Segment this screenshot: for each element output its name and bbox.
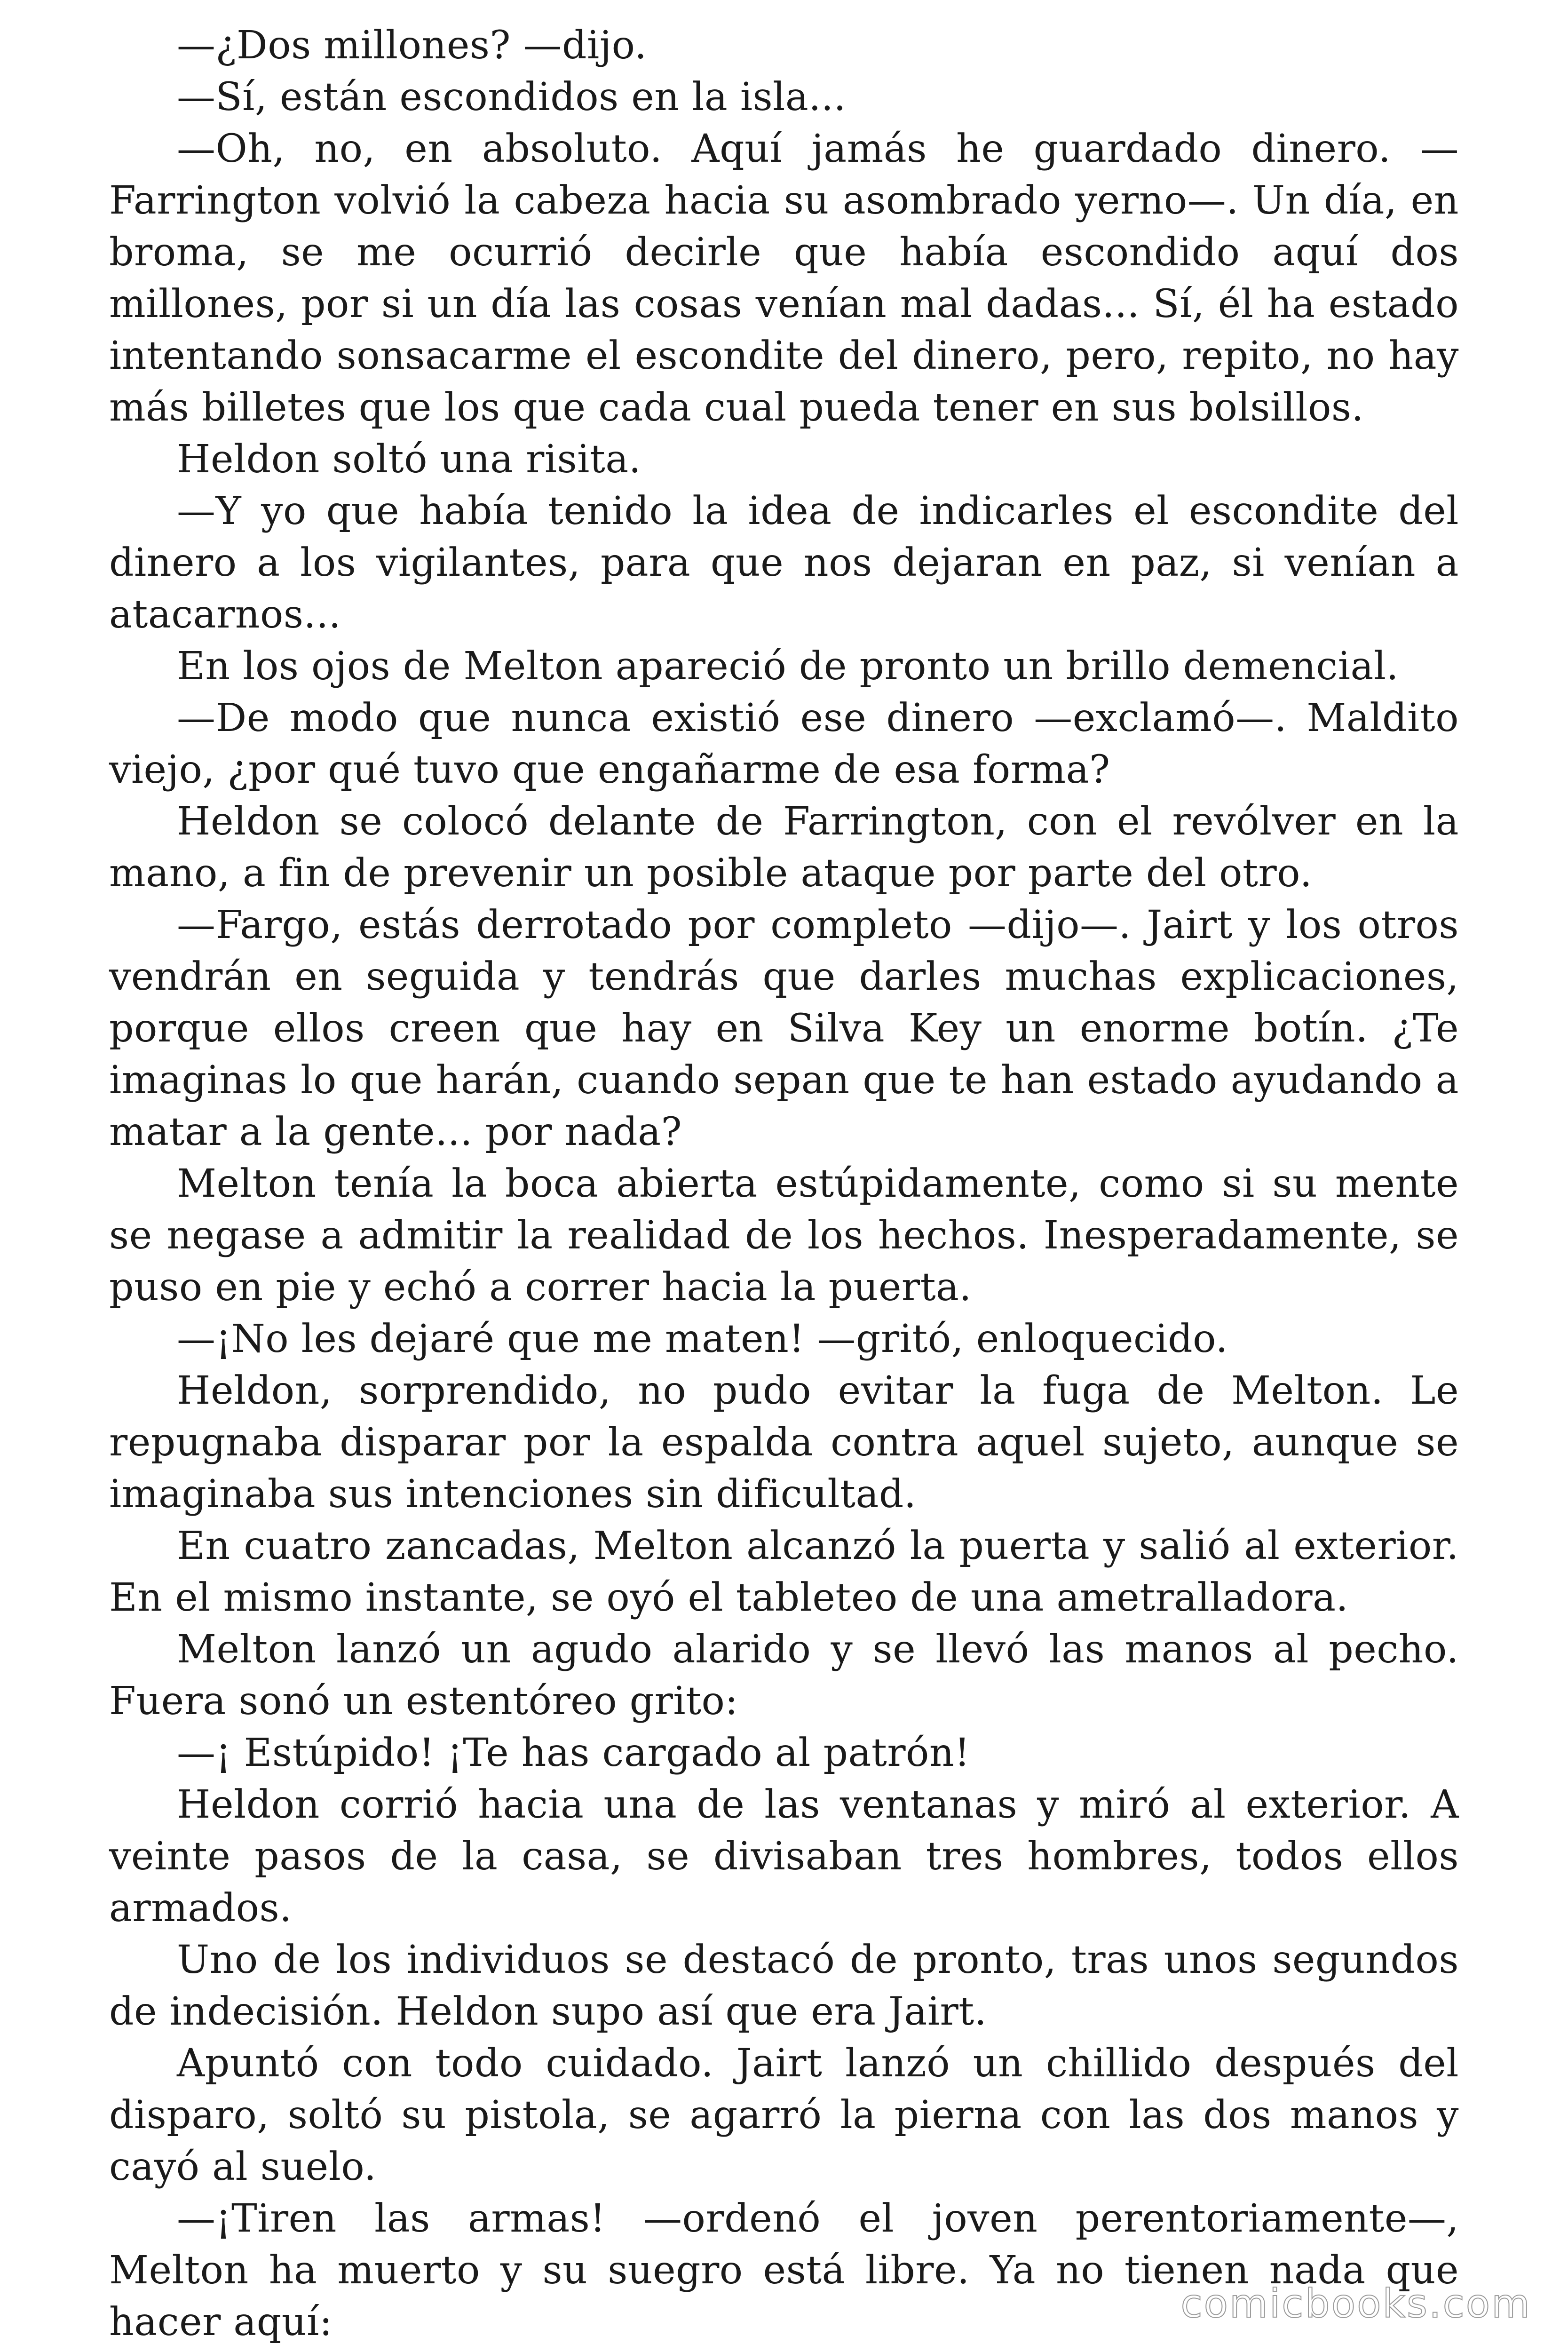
paragraph: En los ojos de Melton apareció de pronto un brillo demencial. — [177, 644, 1399, 689]
paragraph: En cuatro zancadas, Melton alcanzó la puerta y salió al exterior. En el mismo instante, se oyó el tableteo de una ametralladora. — [109, 1524, 1459, 1620]
paragraph: —De modo que nunca existió ese dinero —exclamó—. Maldito viejo, ¿por qué tuvo que engañarme de esa forma? — [109, 696, 1459, 792]
paragraph: Uno de los individuos se destacó de pronto, tras unos segundos de indecisión. Heldon supo así que era Jairt. — [109, 1938, 1459, 2034]
paragraph: Heldon corrió hacia una de las ventanas y miró al exterior. A veinte pasos de la casa, se divisaban tres hombres, todos ellos armados. — [109, 1782, 1459, 1931]
paragraph: —¿Dos millones? —dijo. — [177, 23, 647, 68]
paragraph: Apuntó con todo cuidado. Jairt lanzó un chillido después del disparo, soltó su pistola, se agarró la pierna con las dos manos y cayó al suelo. — [109, 2041, 1459, 2189]
paragraph: —Y yo que había tenido la idea de indicarles el escondite del dinero a los vigilantes, para que nos dejaran en paz, si venían a atacarnos... — [109, 489, 1459, 637]
page-text — [109, 20, 1459, 2348]
paragraph: Heldon, sorprendido, no pudo evitar la fuga de Melton. Le repugnaba disparar por la espalda contra aquel sujeto, aunque se imaginaba sus intenciones sin dificultad. — [109, 1368, 1459, 1517]
paragraph: Melton lanzó un agudo alarido y se llevó las manos al pecho. Fuera sonó un estentóreo grito: — [109, 1627, 1459, 1724]
paragraph: Melton tenía la boca abierta estúpidamente, como si su mente se negase a admitir la realidad de los hechos. Inesperadamente, se puso en pie y echó a correr hacia la puerta. — [109, 1161, 1459, 1310]
paragraph: —Oh, no, en absoluto. Aquí jamás he guardado dinero. —Farrington volvió la cabeza hacia su asombrado yerno—. Un día, en broma, se me ocurrió decirle que había escondido aquí dos millones, por si un día las cosas venían mal dadas... Sí, él ha estado intentando sonsacarme el escondite del dinero, pero, repito, no hay más billetes que los que cada cual pueda tener en sus bolsillos. — [109, 127, 1459, 430]
watermark: comicbooks.com — [1180, 2280, 1531, 2327]
paragraph: —Fargo, estás derrotado por completo —dijo—. Jairt y los otros vendrán en seguida y tendrás que darles muchas explicaciones, porque ellos creen que hay en Silva Key un enorme botín. ¿Te imaginas lo que harán, cuando sepan que te han estado ayudando a matar a la gente... por nada? — [109, 903, 1459, 1154]
paragraph: Heldon soltó una risita. — [177, 437, 641, 482]
paragraph: —¡ Estúpido! ¡Te has cargado al patrón! — [177, 1731, 970, 1775]
paragraph: —¡No les dejaré que me maten! —gritó, enloquecido. — [177, 1317, 1228, 1361]
paragraph: Heldon se colocó delante de Farrington, con el revólver en la mano, a fin de prevenir un posible ataque por parte del otro. — [109, 799, 1459, 896]
paragraph: —¡Tiren las armas! —ordenó el joven perentoriamente—, Melton ha muerto y su suegro está libre. Ya no tienen nada que hacer aquí: — [109, 2196, 1459, 2344]
paragraph: —Sí, están escondidos en la isla... — [177, 75, 846, 119]
